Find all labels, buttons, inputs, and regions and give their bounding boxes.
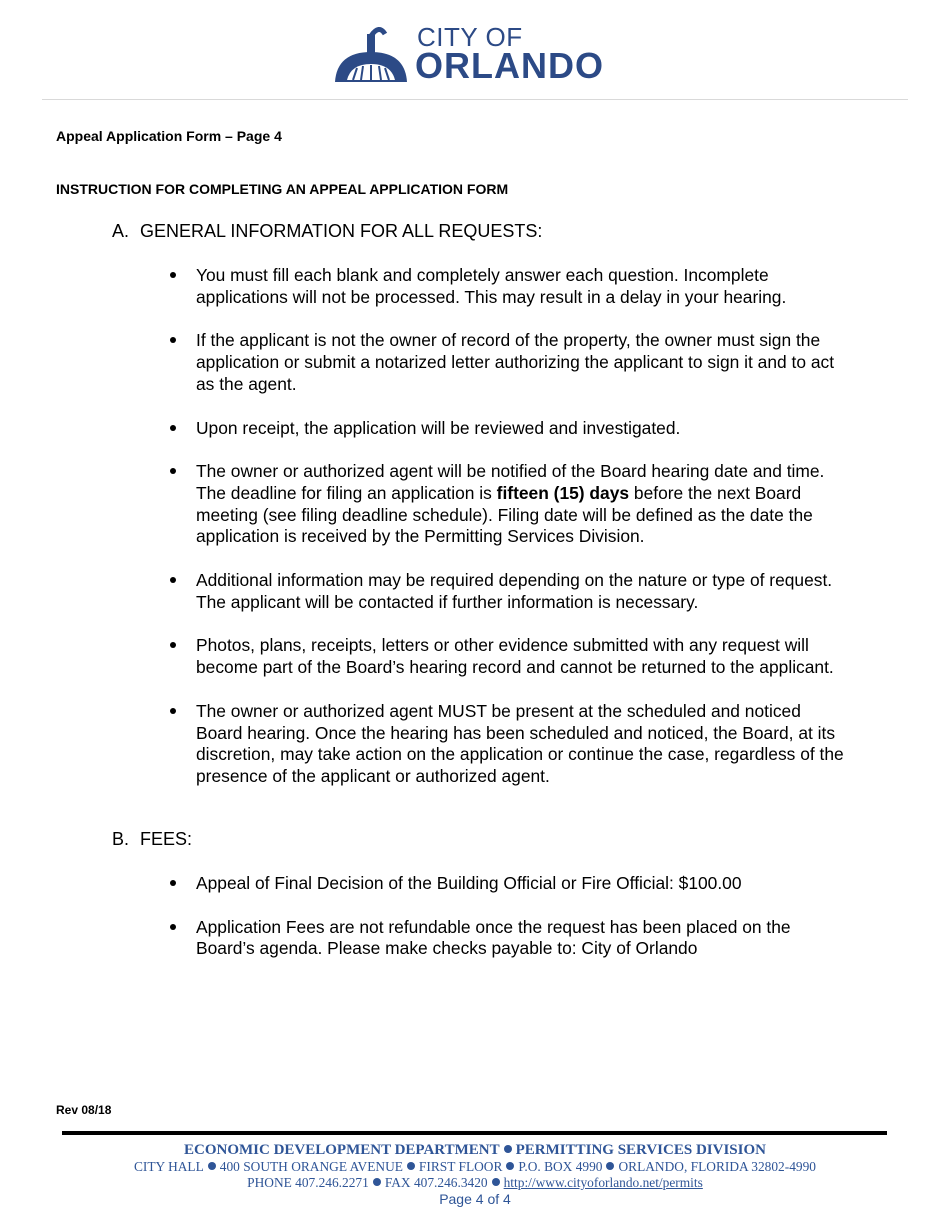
city-of-orlando-logo <box>333 22 623 86</box>
city-hall-dome-icon <box>333 22 413 86</box>
page-number: Page 4 of 4 <box>439 1191 511 1207</box>
logo-line-city-of: CITY OF <box>417 22 523 52</box>
footer-address-part: FIRST FLOOR <box>418 1159 503 1174</box>
section-a-title: GENERAL INFORMATION FOR ALL REQUESTS: <box>140 221 543 241</box>
footer-address-part: ORLANDO, FLORIDA 32802-4990 <box>618 1159 816 1174</box>
bullet-icon <box>170 425 176 431</box>
list-item: If the applicant is not the owner of record of the property, the owner must sign the application or submit a notarized letter authorizing the applicant to sign it and to act as the agent. <box>168 330 848 395</box>
separator-dot-icon <box>606 1162 614 1170</box>
section-a-heading <box>112 220 542 242</box>
bullet-icon <box>170 272 176 278</box>
section-b-letter: B. <box>112 829 130 849</box>
logo-line-orlando: ORLANDO <box>415 45 604 86</box>
footer-phone: PHONE 407.246.2271 <box>247 1175 369 1190</box>
bullet-icon <box>170 642 176 648</box>
footer-department: ECONOMIC DEVELOPMENT DEPARTMENT <box>184 1142 500 1158</box>
list-item: The owner or authorized agent will be notified of the Board hearing date and time. The deadline for filing an application is fifteen (15) days before the next Board meeting (see filing deadline schedule). Filing date will be defined as the date the application is received by the Permitting Services Division. <box>168 461 848 548</box>
instruction-title: INSTRUCTION FOR COMPLETING AN APPEAL APPLICATION FORM <box>56 181 509 197</box>
separator-dot-icon <box>373 1178 381 1186</box>
section-b-bullet-list <box>168 873 848 982</box>
separator-dot-icon <box>407 1162 415 1170</box>
list-item: Upon receipt, the application will be reviewed and investigated. <box>168 418 848 440</box>
bullet-icon <box>170 708 176 714</box>
list-item: Photos, plans, receipts, letters or other evidence submitted with any request will become part of the Board’s hearing record and cannot be returned to the applicant. <box>168 635 848 678</box>
list-item: Appeal of Final Decision of the Building Official or Fire Official: $100.00 <box>168 873 848 895</box>
footer-address-part: P.O. BOX 4990 <box>518 1159 603 1174</box>
separator-dot-icon <box>492 1178 500 1186</box>
header-divider <box>42 99 908 100</box>
footer-address-part: CITY HALL <box>133 1159 204 1174</box>
footer-division: PERMITTING SERVICES DIVISION <box>515 1142 766 1158</box>
section-b-title: FEES: <box>140 829 193 849</box>
bullet-icon <box>170 468 176 474</box>
section-b-heading <box>112 828 192 850</box>
footer-fax: FAX 407.246.3420 <box>384 1175 488 1190</box>
footer-divider <box>62 1131 887 1135</box>
bullet-icon <box>170 577 176 583</box>
footer-address-part: 400 SOUTH ORANGE AVENUE <box>219 1159 403 1174</box>
separator-dot-icon <box>506 1162 514 1170</box>
bullet-icon <box>170 337 176 343</box>
filing-deadline-emphasis: fifteen (15) days <box>496 482 630 503</box>
list-item: You must fill each blank and completely answer each question. Incomplete applications will not be processed. This may result in a delay in your hearing. <box>168 265 848 308</box>
list-item: Additional information may be required depending on the nature or type of request. The applicant will be contacted if further information is necessary. <box>168 570 848 613</box>
page-footer <box>0 1141 950 1208</box>
list-item: Application Fees are not refundable once the request has been placed on the Board’s agenda. Please make checks payable to: City of Orlando <box>168 917 848 960</box>
revision-label: Rev 08/18 <box>56 1103 112 1117</box>
list-item: The owner or authorized agent MUST be present at the scheduled and noticed Board hearing. Once the hearing has been scheduled and noticed, the Board, at its discretion, may take action on the application or continue the case, regardless of the presence of the applicant or authorized agent. <box>168 701 848 788</box>
permits-website-link[interactable]: http://www.cityoforlando.net/permits <box>503 1175 703 1190</box>
section-a-letter: A. <box>112 221 130 241</box>
bullet-icon <box>170 880 176 886</box>
separator-dot-icon <box>208 1162 216 1170</box>
section-a-bullet-list <box>168 265 848 810</box>
form-title: Appeal Application Form – Page 4 <box>56 128 282 144</box>
bullet-icon <box>170 924 176 930</box>
separator-dot-icon <box>504 1145 512 1153</box>
